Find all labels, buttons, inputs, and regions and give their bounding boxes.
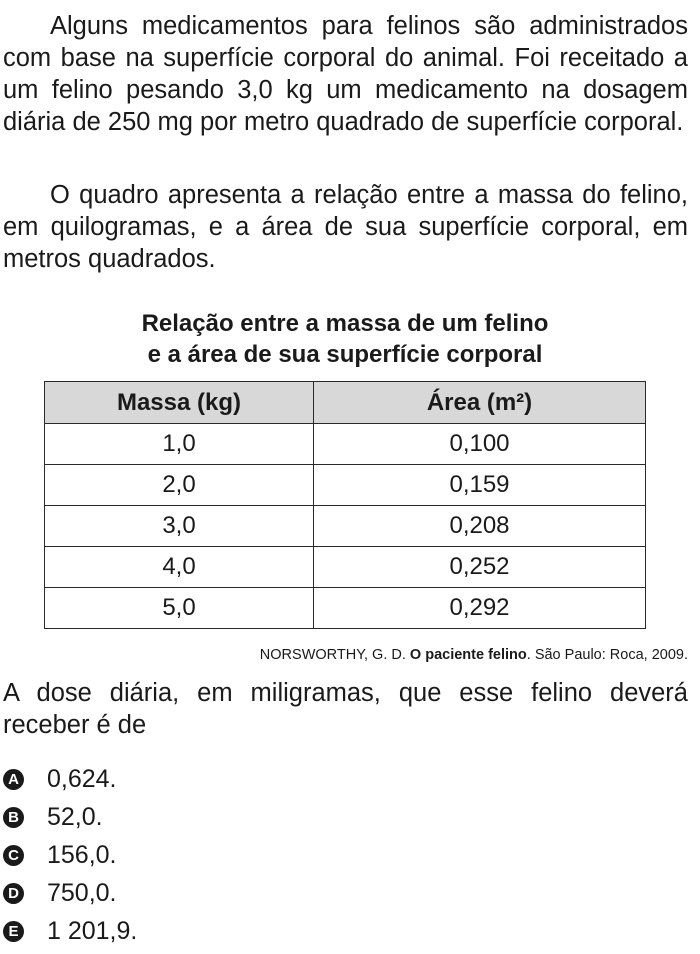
cell-area: 0,208 [314,506,646,547]
option-text: 750,0. [47,878,117,907]
option-a[interactable] [3,760,137,798]
cell-area: 0,292 [314,588,646,629]
table-row [45,547,646,588]
source-publisher: . São Paulo: Roca, 2009. [526,647,688,663]
option-letter-badge: D [3,883,24,904]
cell-mass: 4,0 [45,547,314,588]
option-letter-badge: B [3,807,24,828]
option-e[interactable] [3,912,137,950]
option-c[interactable] [3,836,137,874]
option-letter-badge: A [3,769,24,790]
question-text: A dose diária, em miligramas, que esse felino deverá receber é de [3,679,688,739]
header-mass: Massa (kg) [45,382,314,424]
cell-mass: 1,0 [45,424,314,465]
option-b[interactable] [3,798,137,836]
option-text: 1 201,9. [47,916,138,945]
mass-area-table [44,381,646,629]
table-title-line-2: e a área de sua superfície corporal [147,341,543,368]
table-title [0,308,690,370]
cell-mass: 2,0 [45,465,314,506]
cell-mass: 3,0 [45,506,314,547]
option-text: 0,624. [47,764,117,793]
source-author: NORSWORTHY, G. D. [259,647,410,663]
option-letter-badge: E [3,921,24,942]
table-row [45,588,646,629]
table-row [45,506,646,547]
option-text: 52,0. [47,802,103,831]
header-area: Área (m²) [314,382,646,424]
option-text: 156,0. [47,840,117,869]
answer-options [3,760,137,950]
option-d[interactable] [3,874,137,912]
table-row [45,465,646,506]
source-citation [260,645,688,665]
table-header-row [45,382,646,424]
cell-area: 0,100 [314,424,646,465]
cell-area: 0,252 [314,547,646,588]
cell-area: 0,159 [314,465,646,506]
intro-paragraph-1: Alguns medicamentos para felinos são administrados com base na superfície corporal do animal. Foi receitado a um felino pesando 3,0 kg um medicamento na dosagem diária de 250 mg por metro quadrado de superfície corporal. [3,12,688,136]
option-letter-badge: C [3,845,24,866]
source-work: O paciente felino [409,647,527,663]
intro-paragraph-2: O quadro apresenta a relação entre a massa do felino, em quilogramas, e a área de sua superfície corporal, em metros quadrados. [3,181,688,273]
table-row [45,424,646,465]
table-title-line-1: Relação entre a massa de um felino [141,310,549,337]
cell-mass: 5,0 [45,588,314,629]
